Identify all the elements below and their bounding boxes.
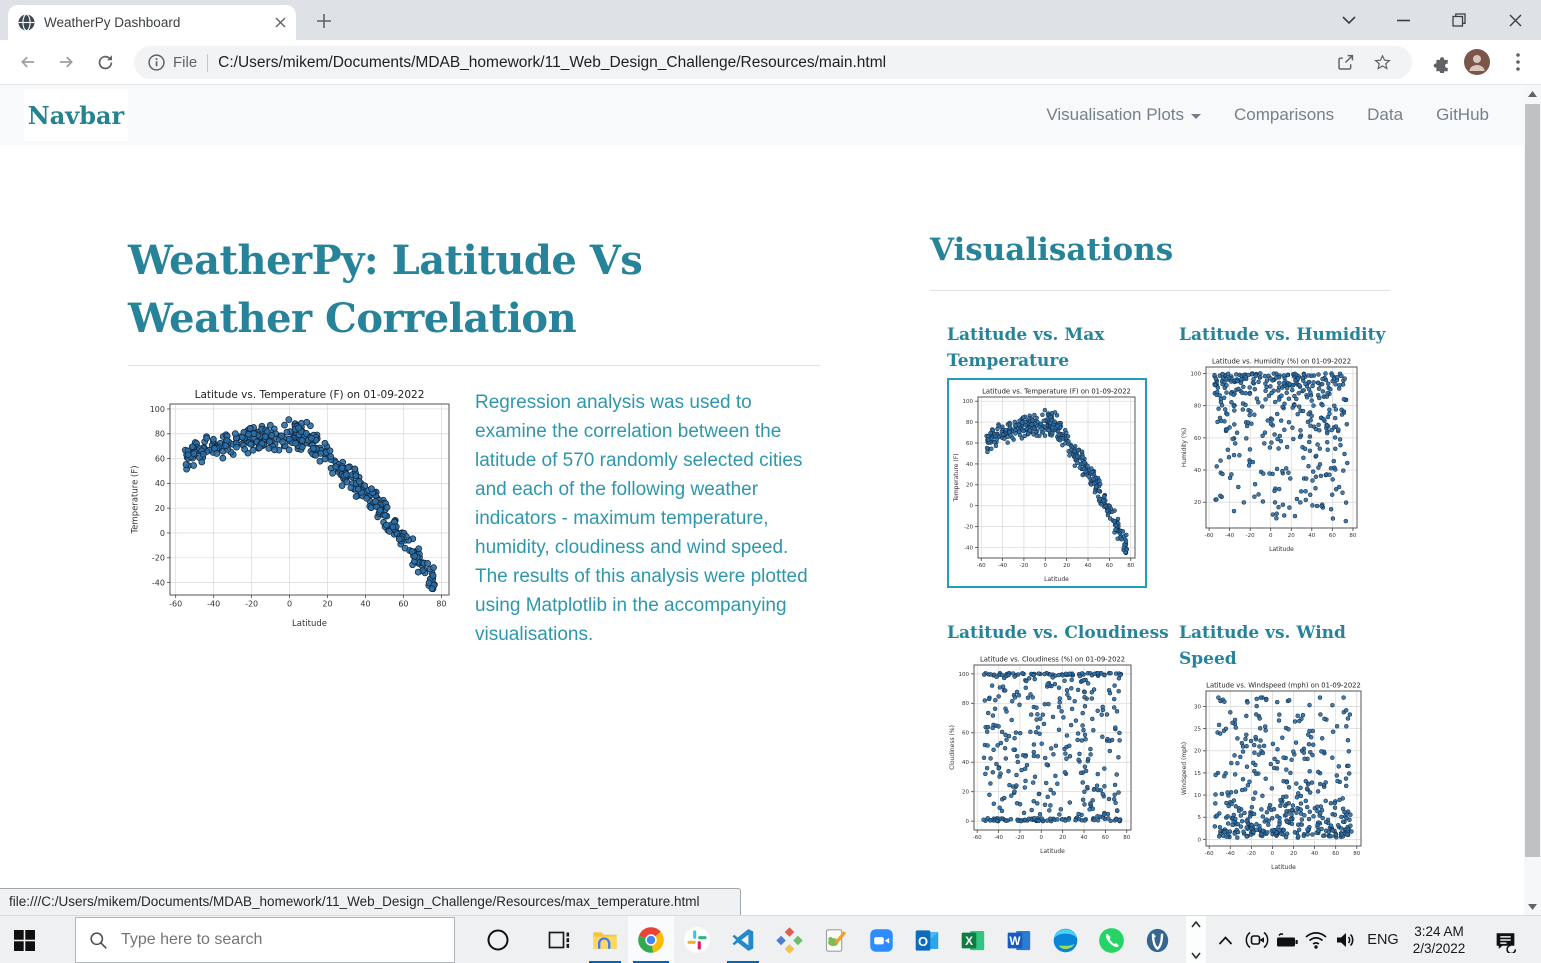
svg-text:10: 10 [1194, 792, 1201, 799]
window-restore-button[interactable] [1444, 6, 1474, 34]
svg-text:60: 60 [1332, 851, 1340, 857]
svg-text:60: 60 [154, 454, 165, 464]
taskbar-app-file-explorer[interactable] [582, 916, 628, 963]
svg-text:80: 80 [1349, 533, 1357, 539]
svg-text:Windspeed (mph): Windspeed (mph) [1181, 741, 1188, 796]
taskbar-overflow-scroll[interactable] [1186, 916, 1206, 963]
svg-text:Latitude: Latitude [1269, 546, 1294, 553]
svg-text:40: 40 [1308, 533, 1316, 539]
viz-card-title: Latitude vs. Max Temperature [947, 325, 1105, 371]
taskbar-app-vscode[interactable] [720, 916, 766, 963]
main-temperature-plot [128, 382, 461, 629]
address-scheme-label: File [173, 54, 198, 71]
navbar-brand-label: Navbar [27, 100, 125, 130]
svg-text:40: 40 [1080, 835, 1088, 841]
analysis-description: Regression analysis was used to examine the correlation between the latitude of 570 randomly selected cities and each of the following weather indicators - maximum temperature, humidity, cloudiness and wind speed. The results of this analysis were plotted using Matplotlib in the accompanying visualisations. [475, 392, 808, 645]
scrollbar-thumb[interactable] [1525, 104, 1540, 857]
taskbar-search[interactable] [75, 917, 455, 963]
visualisations-grid [947, 322, 1395, 872]
svg-text:-40: -40 [998, 563, 1008, 569]
browser-tab[interactable] [8, 5, 296, 40]
window-close-button[interactable] [1500, 6, 1530, 34]
svg-text:0: 0 [159, 528, 165, 538]
address-url-text[interactable]: C:/Users/mikem/Documents/MDAB_homework/11_Web_Design_Challenge/Resources/main.html [218, 53, 887, 71]
divider [930, 290, 1390, 291]
clock-time: 3:24 AM [1414, 924, 1464, 939]
search-icon [89, 931, 108, 950]
clock-date: 2/3/2022 [1412, 941, 1466, 956]
viz-card-title: Latitude vs. Humidity [1179, 325, 1386, 345]
tray-volume-icon[interactable] [1330, 916, 1362, 963]
tab-search-chevron-icon[interactable] [1334, 6, 1364, 34]
svg-text:15: 15 [1194, 770, 1201, 777]
svg-text:40: 40 [1084, 563, 1092, 569]
tab-title: WeatherPy Dashboard [44, 15, 181, 30]
taskbar-app-edge[interactable] [1042, 916, 1088, 963]
svg-text:-20: -20 [1246, 851, 1256, 857]
taskbar-app-zoom[interactable] [858, 916, 904, 963]
share-icon[interactable] [1336, 53, 1355, 72]
svg-text:25: 25 [1194, 726, 1201, 733]
svg-text:0: 0 [1270, 851, 1275, 857]
forward-button[interactable] [52, 48, 80, 76]
svg-text:80: 80 [1353, 851, 1361, 857]
extensions-puzzle-icon[interactable] [1428, 48, 1456, 76]
taskbar-app-word[interactable] [996, 916, 1042, 963]
viz-card-title: Latitude vs. Wind Speed [1179, 623, 1346, 669]
scrollbar-up-arrow[interactable] [1524, 85, 1541, 102]
svg-text:Latitude vs. Cloudiness (%) on: Latitude vs. Cloudiness (%) on 01-09-2022 [979, 655, 1126, 664]
site-navbar [0, 85, 1541, 145]
viz-card-cloudiness [947, 620, 1169, 872]
svg-text:-40: -40 [994, 835, 1004, 841]
svg-text:60: 60 [1105, 563, 1113, 569]
svg-text:100: 100 [958, 671, 969, 678]
taskbar-app-slack[interactable] [674, 916, 720, 963]
nav-link-github[interactable]: GitHub [1436, 105, 1489, 124]
search-input[interactable] [121, 931, 421, 949]
svg-text:Latitude: Latitude [1271, 864, 1296, 871]
thumbnail-humidity-link[interactable] [1179, 352, 1365, 554]
svg-text:-60: -60 [976, 563, 986, 569]
nav-link-data[interactable]: Data [1367, 105, 1404, 124]
taskbar-app-diamond-app[interactable] [766, 916, 812, 963]
svg-text:100: 100 [149, 404, 165, 414]
svg-text:Temperature (F): Temperature (F) [953, 453, 960, 502]
nav-link-comparisons[interactable]: Comparisons [1234, 105, 1335, 124]
tray-wifi-icon[interactable] [1301, 916, 1331, 963]
cortana-button[interactable] [480, 916, 516, 963]
svg-text:O: O [917, 933, 928, 949]
svg-text:80: 80 [1127, 563, 1135, 569]
taskbar-app-chrome[interactable] [628, 916, 674, 963]
svg-text:Temperature (F): Temperature (F) [130, 465, 141, 534]
svg-text:-20: -20 [1245, 533, 1255, 539]
svg-text:0: 0 [287, 599, 293, 609]
svg-text:20: 20 [1194, 748, 1201, 755]
svg-text:Latitude vs. Temperature (F) o: Latitude vs. Temperature (F) on 01-09-2022 [982, 387, 1131, 396]
viz-card-wind-speed [1179, 620, 1391, 872]
svg-text:Latitude: Latitude [1044, 576, 1069, 583]
tray-meet-now-icon[interactable] [1241, 916, 1273, 963]
address-divider [207, 54, 208, 72]
svg-text:-60: -60 [972, 835, 982, 841]
svg-text:W: W [1008, 933, 1021, 948]
svg-text:-20: -20 [151, 553, 165, 563]
task-view-button[interactable] [540, 916, 578, 963]
browser-tab-strip [0, 0, 1541, 40]
link-status-bar: file:///C:/Users/mikem/Documents/MDAB_homework/11_Web_Design_Challenge/Resources/max_temperature.html [0, 888, 741, 915]
taskbar-app-excel[interactable] [950, 916, 996, 963]
svg-text:20: 20 [966, 482, 973, 489]
svg-text:20: 20 [1194, 500, 1201, 507]
thumbnail-wind-speed-link[interactable] [1179, 676, 1369, 872]
svg-text:Latitude vs. Temperature (F) o: Latitude vs. Temperature (F) on 01-09-2022 [194, 389, 425, 402]
navbar-brand[interactable] [24, 89, 128, 141]
nav-link-visualisation-plots[interactable]: Visualisation Plots [1046, 105, 1201, 125]
dropdown-caret-icon [1191, 114, 1201, 119]
svg-text:X: X [964, 933, 973, 948]
svg-text:30: 30 [1194, 704, 1201, 711]
svg-text:-20: -20 [1019, 563, 1029, 569]
svg-text:-20: -20 [964, 524, 973, 531]
back-button[interactable] [14, 48, 42, 76]
svg-text:-40: -40 [207, 599, 221, 609]
viz-card-humidity [1179, 322, 1391, 588]
svg-text:80: 80 [154, 429, 165, 439]
svg-text:20: 20 [322, 599, 333, 609]
svg-text:-20: -20 [245, 599, 259, 609]
svg-text:0: 0 [1268, 533, 1273, 539]
svg-text:80: 80 [436, 599, 447, 609]
svg-text:20: 20 [154, 503, 165, 513]
svg-text:-40: -40 [964, 545, 973, 552]
svg-text:Latitude vs. Humidity (%) on 0: Latitude vs. Humidity (%) on 01-09-2022 [1211, 357, 1352, 366]
svg-text:40: 40 [1311, 851, 1319, 857]
svg-text:100: 100 [962, 399, 973, 406]
svg-text:60: 60 [1194, 435, 1201, 442]
svg-text:0: 0 [1197, 837, 1201, 844]
tray-battery-icon[interactable] [1271, 916, 1303, 963]
svg-text:100: 100 [1190, 371, 1201, 378]
svg-text:60: 60 [398, 599, 409, 609]
address-bar[interactable] [134, 46, 1412, 79]
svg-text:60: 60 [962, 730, 969, 737]
svg-text:-60: -60 [169, 599, 183, 609]
taskbar-app-notepad-plus-plus[interactable] [812, 916, 858, 963]
svg-text:0: 0 [965, 819, 969, 826]
scroll-down-caret-icon[interactable] [1191, 952, 1201, 959]
bookmark-star-icon[interactable] [1373, 53, 1392, 72]
page-scrollbar[interactable] [1524, 85, 1541, 915]
taskbar-app-whatsapp[interactable] [1088, 916, 1134, 963]
svg-text:20: 20 [1290, 851, 1298, 857]
svg-text:Latitude: Latitude [292, 619, 327, 629]
svg-text:5: 5 [1197, 815, 1201, 822]
svg-text:Latitude: Latitude [1040, 848, 1065, 855]
tab-close-icon[interactable] [275, 17, 286, 28]
svg-text:80: 80 [966, 420, 973, 427]
viz-card-max-temperature [947, 322, 1159, 588]
svg-text:-40: -40 [1225, 533, 1235, 539]
svg-text:-40: -40 [151, 578, 165, 588]
scrollbar-down-arrow[interactable] [1524, 898, 1541, 915]
start-button[interactable] [0, 916, 48, 963]
viz-card-title: Latitude vs. Cloudiness [947, 623, 1169, 643]
thumbnail-max-temperature-link[interactable] [947, 378, 1147, 588]
svg-text:20: 20 [1059, 835, 1067, 841]
divider [128, 365, 820, 366]
svg-text:80: 80 [1194, 403, 1201, 410]
reload-button[interactable] [91, 48, 119, 76]
svg-text:40: 40 [966, 461, 973, 468]
svg-text:Latitude vs. Windspeed (mph) o: Latitude vs. Windspeed (mph) on 01-09-2022 [1206, 681, 1361, 690]
tray-show-hidden-icons-chevron[interactable] [1210, 916, 1240, 963]
tray-language-indicator[interactable]: ENG [1367, 932, 1399, 948]
profile-avatar[interactable] [1463, 48, 1491, 76]
svg-text:80: 80 [962, 701, 969, 708]
svg-text:-60: -60 [1204, 533, 1214, 539]
svg-text:60: 60 [966, 440, 973, 447]
page-info-icon[interactable] [148, 54, 165, 71]
tray-clock[interactable] [1404, 916, 1474, 963]
svg-text:-40: -40 [1225, 851, 1235, 857]
svg-text:20: 20 [1287, 533, 1295, 539]
svg-text:Cloudiness (%): Cloudiness (%) [949, 725, 956, 770]
browser-menu-kebab-icon[interactable] [1504, 48, 1532, 76]
svg-text:60: 60 [1328, 533, 1336, 539]
scroll-up-caret-icon[interactable] [1191, 921, 1201, 928]
page-viewport [0, 85, 1541, 915]
page-title: WeatherPy: Latitude Vs Weather Correlation [128, 237, 643, 342]
action-center-icon[interactable] [1486, 916, 1524, 963]
windows-taskbar [0, 915, 1541, 963]
svg-text:40: 40 [360, 599, 371, 609]
svg-text:0: 0 [969, 503, 973, 510]
thumbnail-cloudiness-link[interactable] [947, 650, 1139, 856]
svg-text:-60: -60 [1204, 851, 1214, 857]
svg-text:0: 0 [1039, 835, 1044, 841]
svg-text:Humidity (%): Humidity (%) [1181, 427, 1188, 468]
globe-favicon-icon [18, 14, 35, 31]
svg-text:20: 20 [962, 789, 969, 796]
svg-text:40: 40 [154, 479, 165, 489]
svg-text:60: 60 [1101, 835, 1109, 841]
taskbar-app-outlook[interactable] [904, 916, 950, 963]
visualisations-heading: Visualisations [930, 232, 1174, 268]
new-tab-button[interactable] [312, 9, 336, 33]
taskbar-app-postgresql[interactable] [1134, 916, 1180, 963]
svg-text:-20: -20 [1015, 835, 1025, 841]
svg-text:80: 80 [1123, 835, 1131, 841]
svg-text:40: 40 [1194, 467, 1201, 474]
navbar-links [1046, 85, 1489, 145]
svg-text:40: 40 [962, 760, 969, 767]
svg-text:0: 0 [1043, 563, 1048, 569]
window-minimize-button[interactable] [1388, 6, 1418, 34]
svg-text:20: 20 [1063, 563, 1071, 569]
